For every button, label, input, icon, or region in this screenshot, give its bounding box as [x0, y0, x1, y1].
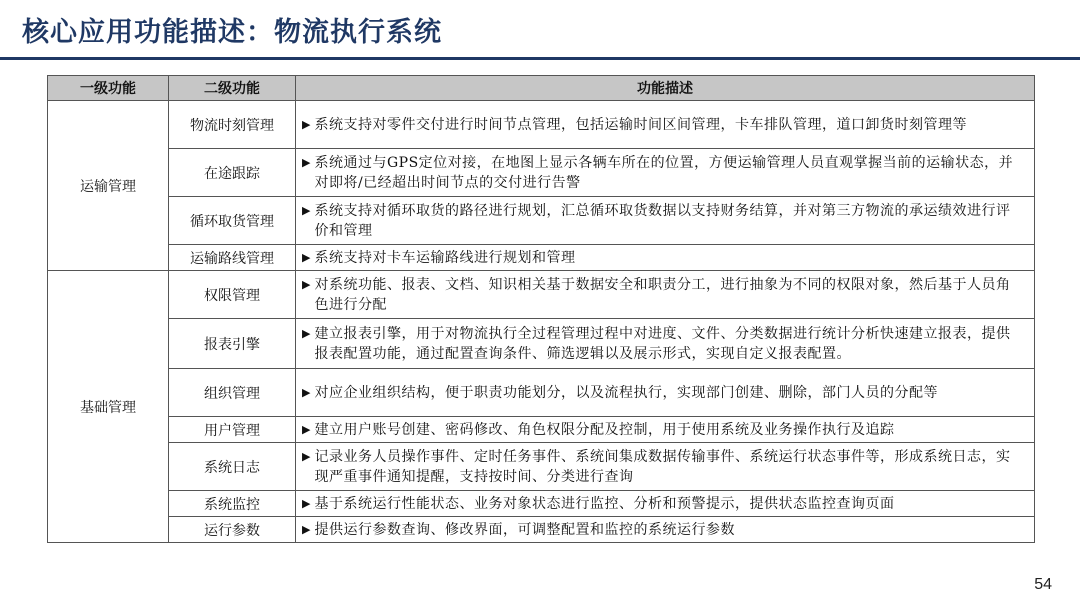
table-row [48, 319, 1035, 369]
triangle-bullet-icon: ▶ [302, 496, 311, 510]
triangle-bullet-icon: ▶ [302, 422, 311, 436]
table-row [48, 245, 1035, 271]
description-text: 系统支持对卡车运输路线进行规划和管理 [314, 249, 576, 266]
table-row [48, 197, 1035, 245]
triangle-bullet-icon: ▶ [302, 522, 311, 536]
triangle-bullet-icon: ▶ [302, 203, 311, 217]
table-header-row [48, 76, 1035, 101]
sub-function: 系统监控 [169, 491, 296, 517]
sub-function: 运输路线管理 [169, 245, 296, 271]
table-row [48, 149, 1035, 197]
sub-function: 报表引擎 [169, 319, 296, 369]
header-description: 功能描述 [296, 76, 1035, 101]
description-text: 建立报表引擎，用于对物流执行全过程管理过程中对进度、文件、分类数据进行统计分析快速建立报表，提供报表配置功能，通过配置查询条件、筛选逻辑以及展示形式，实现自定义报表配置。 [314, 325, 1011, 362]
description-cell [296, 197, 1035, 245]
header-level2: 二级功能 [169, 76, 296, 101]
description-text: 系统支持对循环取货的路径进行规划，汇总循环取货数据以支持财务结算，并对第三方物流的承运绩效进行评价和管理 [314, 202, 1011, 239]
description-text: 对系统功能、报表、文档、知识相关基于数据安全和职责分工，进行抽象为不同的权限对象，然后基于人员角色进行分配 [314, 276, 1011, 313]
page-title: 核心应用功能描述：物流执行系统 [22, 17, 442, 48]
description-cell [296, 417, 1035, 443]
sub-function: 在途跟踪 [169, 149, 296, 197]
sub-function: 物流时刻管理 [169, 101, 296, 149]
triangle-bullet-icon: ▶ [302, 326, 311, 340]
table-row [48, 417, 1035, 443]
description-cell [296, 369, 1035, 417]
table-row [48, 101, 1035, 149]
page-number: 54 [1034, 576, 1052, 593]
description-cell [296, 245, 1035, 271]
description-text: 建立用户账号创建、密码修改、角色权限分配及控制，用于使用系统及业务操作执行及追踪 [314, 421, 895, 438]
sub-function: 权限管理 [169, 271, 296, 319]
sub-function: 用户管理 [169, 417, 296, 443]
description-cell [296, 319, 1035, 369]
sub-function: 组织管理 [169, 369, 296, 417]
sub-function: 循环取货管理 [169, 197, 296, 245]
description-text: 基于系统运行性能状态、业务对象状态进行监控、分析和预警提示，提供状态监控查询页面 [314, 495, 895, 512]
description-text: 记录业务人员操作事件、定时任务事件、系统间集成数据传输事件、系统运行状态事件等，形成系统日志，实现严重事件通知提醒，支持按时间、分类进行查询 [314, 448, 1011, 485]
triangle-bullet-icon: ▶ [302, 277, 311, 291]
description-text: 系统通过与GPS定位对接，在地图上显示各辆车所在的位置，方便运输管理人员直观掌握当前的运输状态，并对即将/已经超出时间节点的交付进行告警 [314, 154, 1014, 191]
title-underline [0, 57, 1080, 60]
table-row [48, 369, 1035, 417]
triangle-bullet-icon: ▶ [302, 250, 311, 264]
sub-function: 运行参数 [169, 517, 296, 543]
table-row [48, 443, 1035, 491]
function-table [47, 75, 1035, 543]
triangle-bullet-icon: ▶ [302, 385, 311, 399]
description-cell [296, 271, 1035, 319]
group-name: 基础管理 [48, 271, 169, 543]
header-level1: 一级功能 [48, 76, 169, 101]
description-cell [296, 491, 1035, 517]
description-cell [296, 517, 1035, 543]
description-cell [296, 149, 1035, 197]
description-cell [296, 101, 1035, 149]
triangle-bullet-icon: ▶ [302, 117, 311, 131]
group-name: 运输管理 [48, 101, 169, 271]
description-cell [296, 443, 1035, 491]
table-row [48, 491, 1035, 517]
triangle-bullet-icon: ▶ [302, 155, 311, 169]
description-text: 系统支持对零件交付进行时间节点管理，包括运输时间区间管理，卡车排队管理，道口卸货时刻管理等 [314, 116, 967, 133]
table-row [48, 271, 1035, 319]
description-text: 提供运行参数查询、修改界面，可调整配置和监控的系统运行参数 [314, 521, 735, 538]
table-row [48, 517, 1035, 543]
triangle-bullet-icon: ▶ [302, 449, 311, 463]
description-text: 对应企业组织结构，便于职责功能划分，以及流程执行，实现部门创建、删除，部门人员的分配等 [314, 384, 938, 401]
sub-function: 系统日志 [169, 443, 296, 491]
